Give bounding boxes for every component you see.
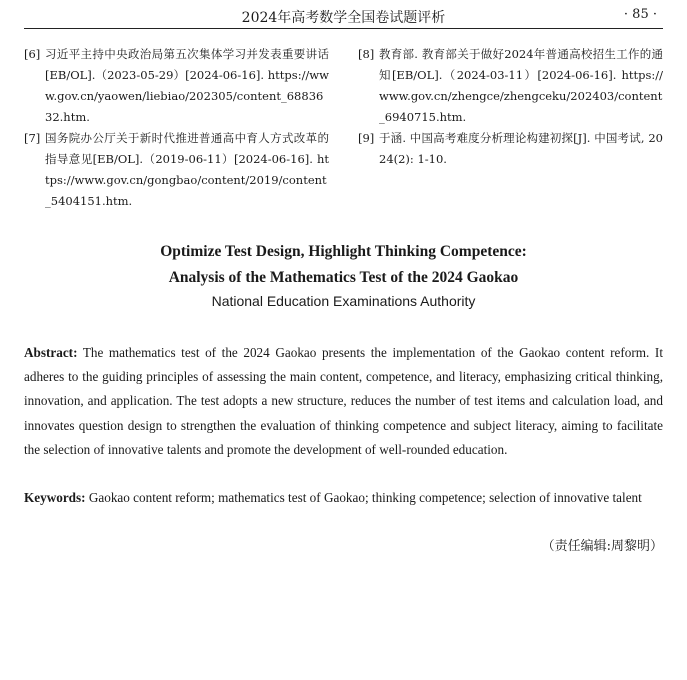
references-left-column	[24, 44, 329, 212]
reference-text: 于涵. 中国高考难度分析理论构建初探[J]. 中国考试, 2024(2): 1-10.	[379, 131, 663, 166]
english-title-line-2: Analysis of the Mathematics Test of the 2024 Gaokao	[168, 269, 519, 286]
reference-number: [9]	[358, 131, 375, 145]
reference-text: 国务院办公厅关于新时代推进普通高中育人方式改革的指导意见[EB/OL].（2019-06-11）[2024-06-16]. https://www.gov.cn/gongbao/content/2019/content_5404151.htm.	[45, 131, 329, 208]
page-number: · 85 ·	[623, 7, 657, 22]
reference-number: [8]	[358, 47, 375, 61]
english-title	[0, 239, 687, 291]
abstract-label: Abstract:	[24, 345, 78, 360]
keywords-text: Gaokao content reform; mathematics test of Gaokao; thinking competence; selection of innovative talent	[88, 490, 642, 505]
reference-item	[358, 44, 663, 128]
references-right-column	[358, 44, 663, 212]
reference-item	[24, 44, 329, 128]
journal-section-title: 2024年高考数学全国卷试题评析	[241, 10, 446, 26]
reference-text: 习近平主持中央政治局第五次集体学习并发表重要讲话[EB/OL].（2023-05-29）[2024-06-16]. https://www.gov.cn/yaowen/liebiao/202305/content_6883632.htm.	[45, 47, 329, 124]
abstract-text: The mathematics test of the 2024 Gaokao presents the implementation of the Gaokao content reform. It adheres to the guiding principles of assessing the main content, competence, and literacy, emphasizing critical thinking, innovation, and application. The test adopts a new structure, reduces the number of test items and calculation load, and innovates question design to strengthen the evaluation of thinking competence and subject literacy, aiming to facilitate the selection of innovative talents and promote the development of well-rounded education.	[24, 345, 663, 457]
keywords-label: Keywords:	[24, 490, 86, 505]
reference-number: [7]	[24, 131, 41, 145]
reference-text: 教育部. 教育部关于做好2024年普通高校招生工作的通知[EB/OL].（2024-03-11）[2024-06-16]. https://www.gov.cn/zhengce/zhengceku/202403/content_6940715.htm.	[379, 47, 663, 124]
reference-item	[358, 128, 663, 170]
editor-note: （责任编辑:周黎明）	[541, 539, 663, 554]
english-title-line-1: Optimize Test Design, Highlight Thinking Competence:	[160, 243, 527, 260]
running-header	[24, 6, 663, 29]
keywords-paragraph	[24, 486, 663, 510]
reference-number: [6]	[24, 47, 41, 61]
author: National Education Examinations Authority	[211, 293, 476, 309]
references-section	[24, 44, 663, 212]
abstract-paragraph	[24, 341, 663, 462]
reference-item	[24, 128, 329, 212]
